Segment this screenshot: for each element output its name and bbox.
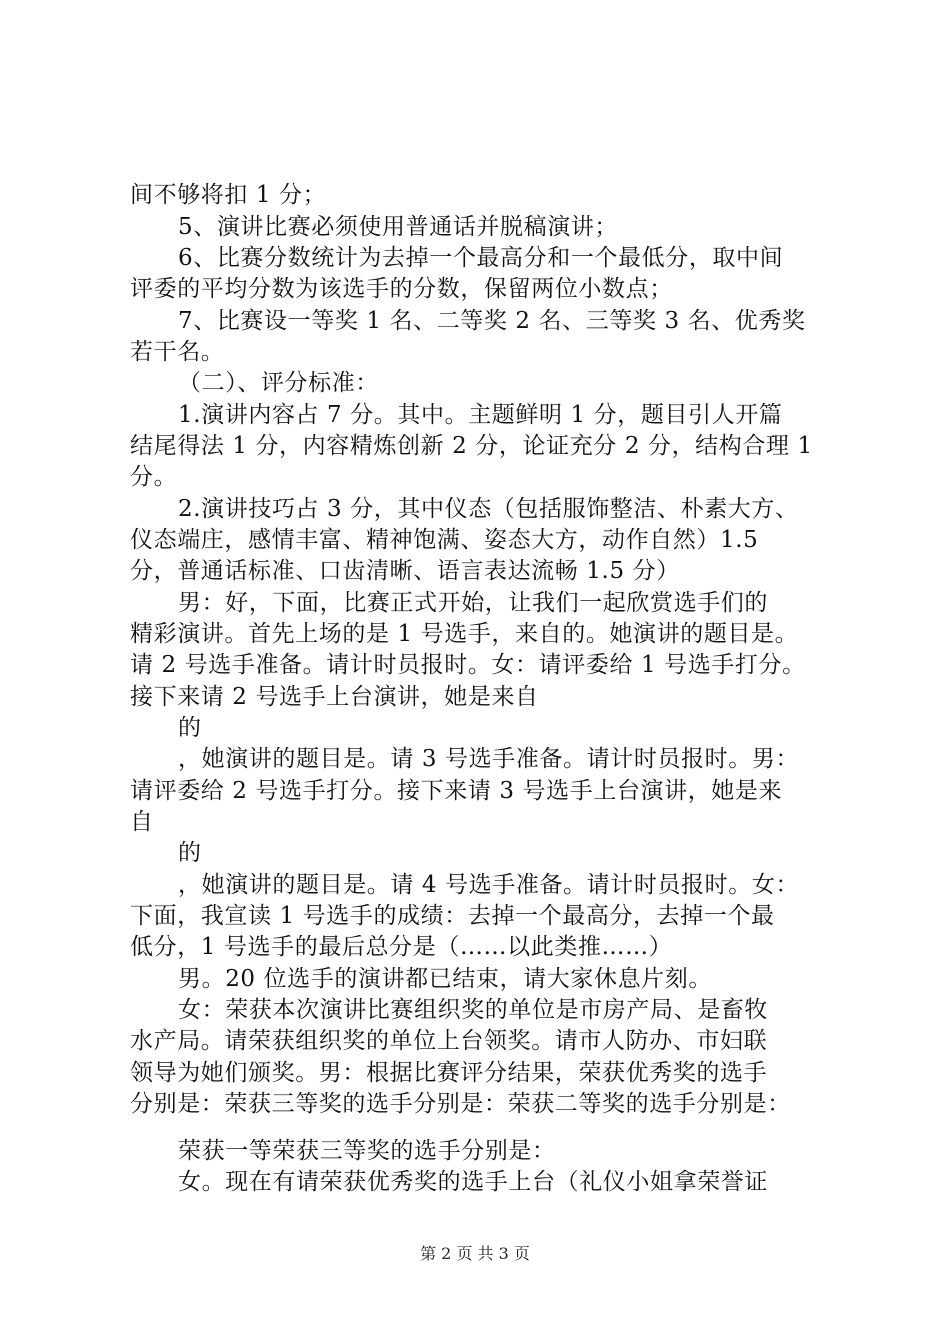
text-line: 1.演讲内容占 7 分。其中。主题鲜明 1 分，题目引人开篇 bbox=[178, 402, 783, 428]
text-line: 下面，我宣读 1 号选手的成绩：去掉一个最高分，去掉一个最 bbox=[130, 903, 775, 929]
text-line: 结尾得法 1 分，内容精炼创新 2 分，论证充分 2 分，结构合理 1 bbox=[130, 433, 813, 459]
text-line: 仪态端庄，感情丰富、精神饱满、姿态大方，动作自然）1.5 bbox=[130, 527, 759, 553]
text-line: 若干名。 bbox=[130, 339, 225, 365]
text-line: 间不够将扣 1 分； bbox=[130, 182, 327, 208]
text-line: 6、比赛分数统计为去掉一个最高分和一个最低分，取中间 bbox=[178, 245, 784, 271]
text-line: 精彩演讲。首先上场的是 1 号选手，来自的。她演讲的题目是。 bbox=[130, 621, 799, 647]
text-line: 接下来请 2 号选手上台演讲，她是来自 bbox=[130, 684, 539, 710]
text-line: 请 2 号选手准备。请计时员报时。女：请评委给 1 号选手打分。 bbox=[130, 652, 806, 678]
text-line: 分。 bbox=[130, 464, 178, 490]
text-line: 评委的平均分数为该选手的分数，保留两位小数点； bbox=[130, 276, 673, 302]
text-line: 的 bbox=[178, 715, 202, 741]
text-line: 女。现在有请荣获优秀奖的选手上台（礼仪小姐拿荣誉证 bbox=[178, 1169, 768, 1195]
text-line: 水产局。请荣获组织奖的单位上台领奖。请市人防办、市妇联 bbox=[130, 1028, 768, 1054]
section-heading: （二）、评分标准： bbox=[178, 370, 379, 396]
text-line: 领导为她们颁奖。男：根据比赛评分结果，荣获优秀奖的选手 bbox=[130, 1060, 768, 1086]
text-line: 分别是：荣获三等奖的选手分别是：荣获二等奖的选手分别是： bbox=[130, 1091, 791, 1117]
text-line: 请评委给 2 号选手打分。接下来请 3 号选手上台演讲，她是来 bbox=[130, 778, 783, 804]
text-line: 荣获一等荣获三等奖的选手分别是： bbox=[178, 1138, 556, 1164]
text-line: 男。20 位选手的演讲都已结束，请大家休息片刻。 bbox=[178, 966, 712, 992]
text-line: 的 bbox=[178, 840, 202, 866]
text-line: 2.演讲技巧占 3 分，其中仪态（包括服饰整洁、朴素大方、 bbox=[178, 496, 799, 522]
text-line: 男：好，下面，比赛正式开始，让我们一起欣赏选手们的 bbox=[178, 590, 768, 616]
text-line: 女：荣获本次演讲比赛组织奖的单位是市房产局、是畜牧 bbox=[178, 997, 768, 1023]
page-footer: 第 2 页 共 3 页 bbox=[420, 1244, 530, 1263]
text-line: 低分，1 号选手的最后总分是（……以此类推……） bbox=[130, 934, 673, 960]
text-line: 7、比赛设一等奖 1 名、二等奖 2 名、三等奖 3 名、优秀奖 bbox=[178, 308, 806, 334]
text-line: ，她演讲的题目是。请 4 号选手准备。请计时员报时。女： bbox=[178, 872, 800, 898]
text-line: 5、演讲比赛必须使用普通话并脱稿演讲； bbox=[178, 214, 619, 240]
text-line: 分，普通话标准、口齿清晰、语言表达流畅 1.5 分） bbox=[130, 558, 680, 584]
text-line: 自 bbox=[130, 809, 154, 835]
text-line: ，她演讲的题目是。请 3 号选手准备。请计时员报时。男： bbox=[178, 746, 800, 772]
